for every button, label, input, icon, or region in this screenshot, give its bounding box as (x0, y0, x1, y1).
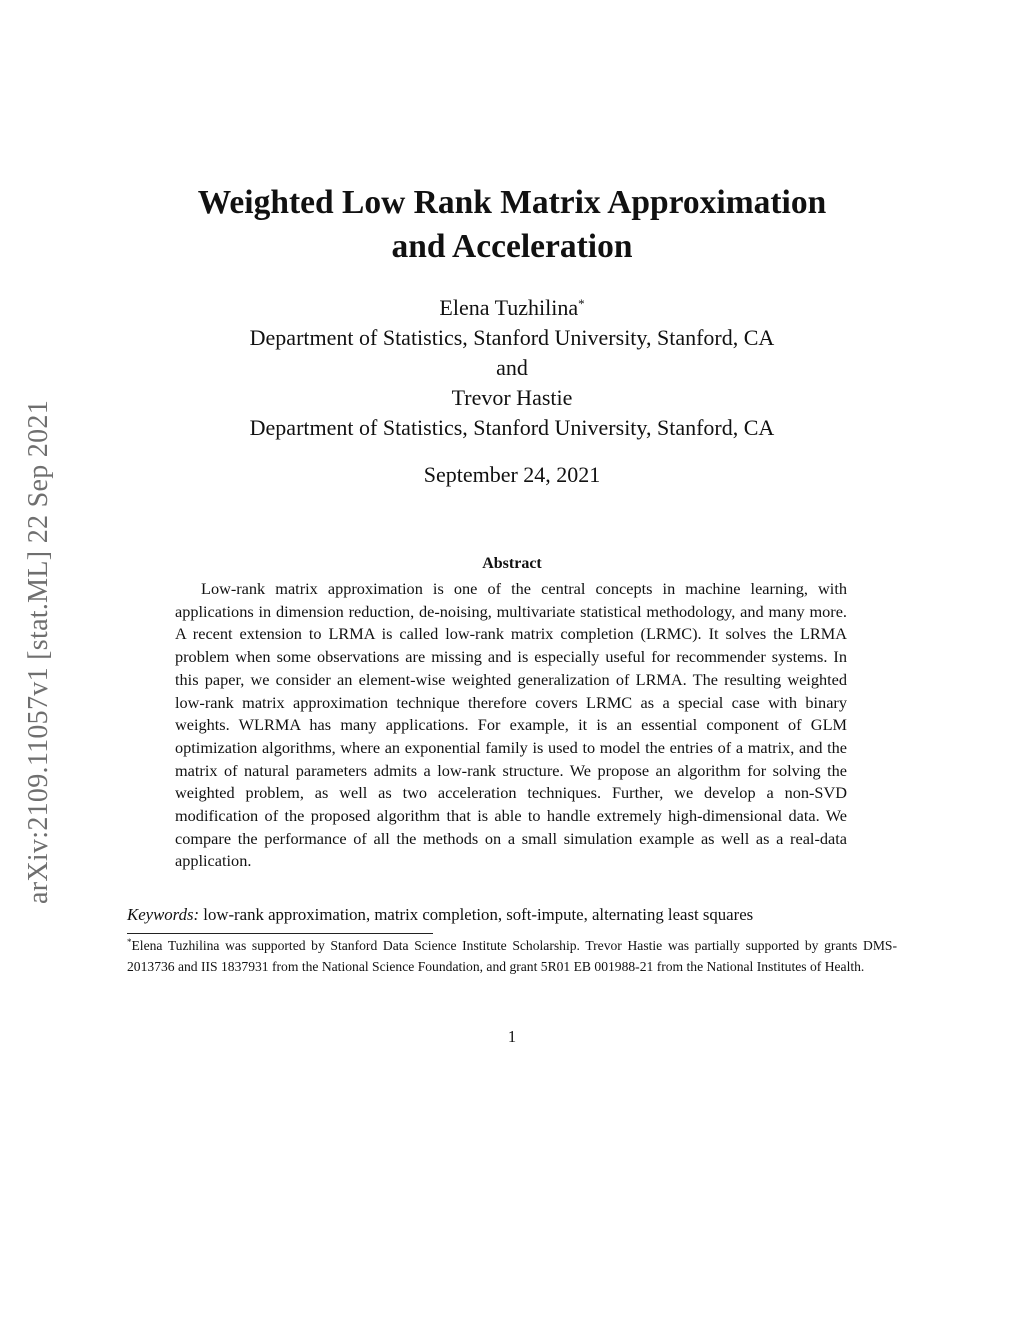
arxiv-stamp: arXiv:2109.11057v1 [stat.ML] 22 Sep 2021 (23, 399, 54, 905)
author-2-name: Trevor Hastie (451, 385, 573, 410)
keywords-label: Keywords: (127, 905, 200, 924)
author-1-footnote-mark: * (578, 296, 585, 311)
abstract-text: Low-rank matrix approximation is one of the central concepts in machine learning, with applications in dimension reduction, de-noising, multivariate statistical methodology, and many more. A recent extension to LRMA is called low-rank matrix completion (LRMC). It solves the LRMA problem when some observations are missing and is especially useful for recommender systems. In this paper, we consider an element-wise weighted generalization of LRMA. The resulting weighted low-rank matrix approximation technique therefore covers LRMC as a special case with binary weights. WLRMA has many applications. For example, it is an essential component of GLM optimization algorithms, where an exponential family is used to model the entries of a matrix, and the matrix of natural parameters admits a low-rank structure. We propose an algorithm for solving the weighted problem, as well as two acceleration techniques. Further, we develop a non-SVD modification of the proposed algorithm that is able to handle extremely high-dimensional data. We compare the performance of all the methods on a small simulation example as well as a real-data application. (175, 579, 847, 871)
abstract-heading: Abstract (482, 555, 542, 572)
footnote-divider (127, 933, 433, 934)
author-conjunction: and (496, 355, 528, 380)
author-1 (130, 293, 894, 323)
page-number: 1 (507, 1027, 517, 1046)
footnote-text: Elena Tuzhilina was supported by Stanford Data Science Institute Scholarship. Trevor Hastie was partially supported by grants DMS-2013736 and IIS 1837931 from the National Science Foundation, and grant 5R01 EB 001988-21 from the National Institutes of Health. (127, 938, 897, 974)
footnote-mark: * (127, 937, 132, 947)
paper-title-line-2: and Acceleration (391, 228, 633, 265)
author-1-affiliation: Department of Statistics, Stanford University, Stanford, CA (249, 325, 775, 350)
keywords-text: low-rank approximation, matrix completion, soft-impute, alternating least squares (203, 905, 754, 924)
author-1-name: Elena Tuzhilina (439, 295, 579, 320)
publication-date: September 24, 2021 (423, 462, 601, 487)
footnote (127, 935, 897, 977)
author-block (130, 293, 894, 443)
paper-title (130, 181, 894, 269)
paper-title-line-1: Weighted Low Rank Matrix Approximation (197, 184, 827, 221)
author-2-affiliation: Department of Statistics, Stanford University, Stanford, CA (249, 415, 775, 440)
keywords-line (127, 905, 913, 925)
